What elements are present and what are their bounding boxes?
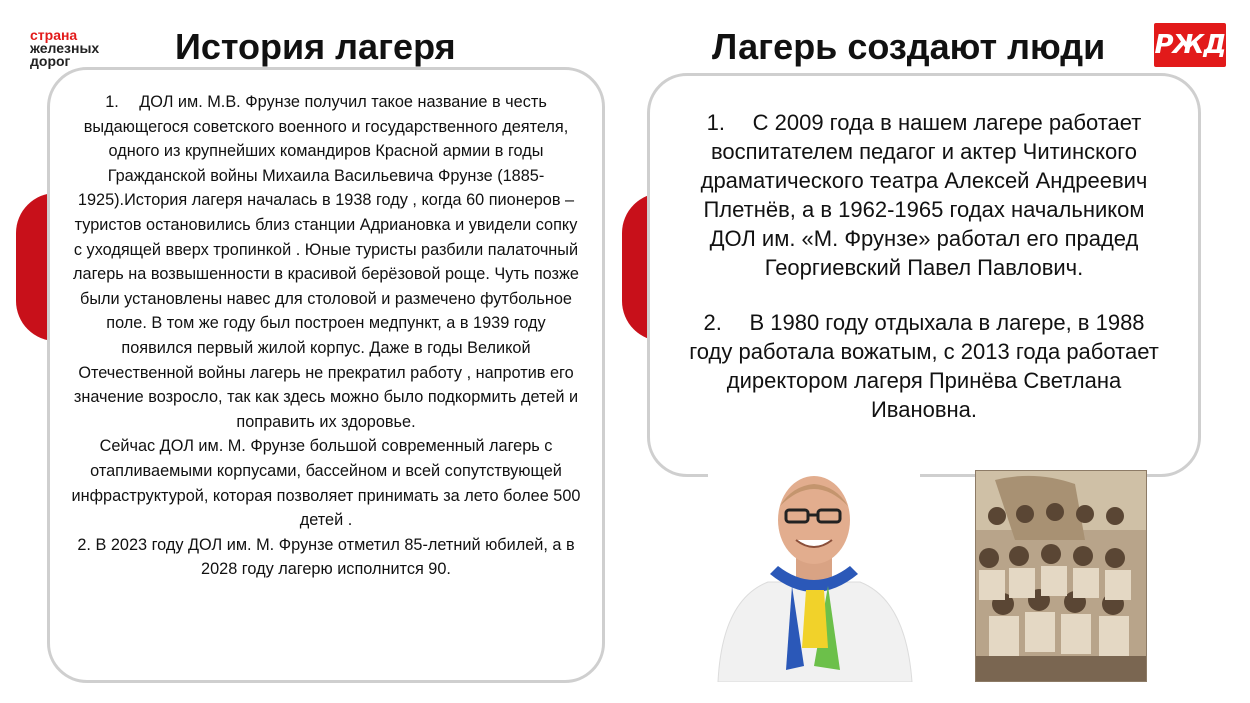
logo-line-3: дорог bbox=[30, 53, 71, 69]
people-item-2-text: В 1980 году отдыхала в лагере, в 1988 году работала вожатым, с 2013 года работает директором лагеря Принёва Светлана Ивановна. bbox=[689, 310, 1159, 422]
left-title: История лагеря bbox=[175, 26, 456, 67]
people-item-1-number: 1. bbox=[706, 110, 725, 135]
history-paragraph-2: Сейчас ДОЛ им. М. Фрунзе большой современный лагерь с отапливаемыми корпусами, бассейном и всей сопутствующей инфраструктурой, которая позволяет принимать за лето более 500 детей . bbox=[71, 437, 581, 530]
history-item-1-text: ДОЛ им. М.В. Фрунзе получил такое название в честь выдающегося советского военного и государственного деятеля, одного из крупнейших командиров Красной армии в годы Гражданской войны Михаила Васильевича Фрунзе (1885-1925).История лагеря началась в 1938 году , когда 60 пионеров –туристов остановились близ станции Адриановка и увидели сопку с уходящей вверх тропинкой . Юные туристы разбили палаточный лагерь на возвышенности в красивой берёзовой роще. Чуть позже были установлены навес для столовой и размечено футбольное поле. В том же году был построен медпункт, а в 1939 году появился первый жилой корпус. Даже в годы Великой Отечественной войны лагерь не прекратил работу , напротив его значение возросло, так как здесь можно было подкормить детей и поправить их здоровье. bbox=[73, 93, 579, 431]
camp-people-card bbox=[647, 73, 1201, 477]
history-paragraph-3: 2. В 2023 году ДОЛ им. М. Фрунзе отметил 85-летний юбилей, а в 2028 году лагерю исполнится 90. bbox=[77, 535, 575, 579]
camp-history-card bbox=[47, 67, 605, 683]
rzd-logo-icon bbox=[1154, 23, 1226, 67]
people-item-2-number: 2. bbox=[703, 310, 722, 335]
brand-logo-text bbox=[30, 29, 99, 68]
vintage-group-photo bbox=[975, 470, 1147, 682]
teacher-portrait-photo bbox=[708, 470, 920, 682]
rzd-logo-mark: РЖД bbox=[1154, 30, 1226, 60]
people-item-1 bbox=[680, 108, 1168, 282]
right-title: Лагерь создают люди bbox=[712, 26, 1106, 67]
people-item-2 bbox=[680, 308, 1168, 424]
logo-line-2: железных bbox=[30, 40, 100, 56]
logo-line-1: страна bbox=[30, 27, 78, 43]
people-item-1-text: С 2009 года в нашем лагере работает воспитателем педагог и актер Читинского драматического театра Алексей Андреевич Плетнёв, а в 1962-1965 годах начальником ДОЛ им. «М. Фрунзе» работал его прадед Георгиевский Павел Павлович. bbox=[700, 110, 1148, 280]
history-item-1-number: 1. bbox=[105, 93, 119, 111]
history-item-1 bbox=[70, 90, 582, 434]
